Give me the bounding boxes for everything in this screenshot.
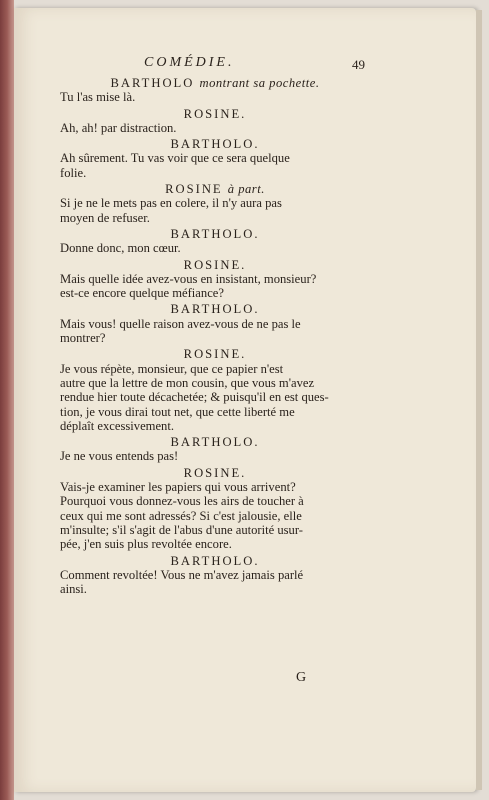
page-number: 49 — [352, 57, 365, 72]
speaker-name: ROSINE. — [183, 347, 247, 362]
dialogue-line: Je vous répète, monsieur, que ce papier n'est — [60, 361, 284, 376]
dialogue-line: Mais vous! quelle raison avez-vous de ne pas le — [60, 316, 301, 331]
speaker-heading — [60, 76, 370, 90]
speaker-heading — [60, 107, 370, 121]
speaker-name: BARTHOLO. — [170, 553, 260, 568]
dialogue-line: moyen de refuser. — [60, 210, 150, 225]
speaker-name: ROSINE. — [183, 465, 247, 480]
dialogue-line: montrer? — [60, 331, 106, 346]
speaker-heading — [60, 227, 370, 241]
page-text — [60, 56, 370, 596]
dialogue-line: Vais-je examiner les papiers qui vous arrivent? — [60, 480, 296, 495]
dialogue-line: rendue hier toute décachetée; & puisqu'il en est ques- — [60, 390, 329, 405]
speaker-name: ROSINE. — [183, 106, 247, 121]
dialogue-line: m'insulte; s'il s'agit de l'abus d'une autorité usur- — [60, 522, 303, 537]
speaker-heading — [60, 435, 370, 449]
dialogue-line: est-ce encore quelque méfiance? — [60, 286, 224, 301]
dialogue-line: déplaît excessivement. — [60, 418, 175, 433]
speaker-name: BARTHOLO. — [170, 137, 260, 152]
dialogue-line: Comment revoltée! Vous ne m'avez jamais parlé — [60, 567, 304, 582]
speaker-heading — [60, 554, 370, 568]
dialogue-line: Mais quelle idée avez-vous en insistant, monsieur? — [60, 271, 317, 286]
dialogue-line: Ah, ah! par distraction. — [60, 120, 177, 135]
dialogue-line: folie. — [60, 165, 87, 180]
speaker-heading — [60, 137, 370, 151]
dialogue-line: Tu l'as mise là. — [60, 90, 136, 105]
dialogue — [60, 76, 370, 596]
page-edge — [476, 10, 482, 790]
dialogue-line: Si je ne le mets pas en colere, il n'y aura pas — [60, 196, 282, 211]
speaker-name: BARTHOLO. — [170, 302, 260, 317]
dialogue-line: ceux qui me sont adressés? Si c'est jalousie, elle — [60, 508, 302, 523]
speaker-heading — [60, 182, 370, 196]
speaker-heading — [60, 302, 370, 316]
binding-spine — [0, 0, 14, 800]
speaker-name: ROSINE — [165, 182, 223, 197]
speaker-name: BARTHOLO. — [170, 435, 260, 450]
signature-mark: G — [296, 670, 307, 685]
dialogue-line: pée, j'en suis plus revoltée encore. — [60, 537, 232, 552]
speaker-name: ROSINE. — [183, 257, 247, 272]
page-header — [60, 56, 370, 74]
dialogue-line: ainsi. — [60, 582, 87, 597]
dialogue-line: Ah sûrement. Tu vas voir que ce sera quelque — [60, 151, 290, 166]
speaker-heading — [60, 347, 370, 361]
dialogue-line: Pourquoi vous donnez-vous les airs de toucher à — [60, 494, 304, 509]
dialogue-line: autre que la lettre de mon cousin, que vous m'avez — [60, 375, 315, 390]
dialogue-line: Donne donc, mon cœur. — [60, 241, 181, 256]
speaker-heading — [60, 466, 370, 480]
speaker-name: BARTHOLO. — [170, 226, 260, 241]
stage-direction: montrant sa pochette. — [199, 76, 320, 90]
speaker-heading — [60, 258, 370, 272]
speaker-name: BARTHOLO — [110, 76, 195, 90]
dialogue-line: tion, je vous dirai tout net, que cette liberté me — [60, 404, 295, 419]
stage-direction: à part. — [227, 182, 265, 197]
running-title: COMÉDIE. — [144, 55, 235, 70]
dialogue-line: Je ne vous entends pas! — [60, 449, 179, 464]
